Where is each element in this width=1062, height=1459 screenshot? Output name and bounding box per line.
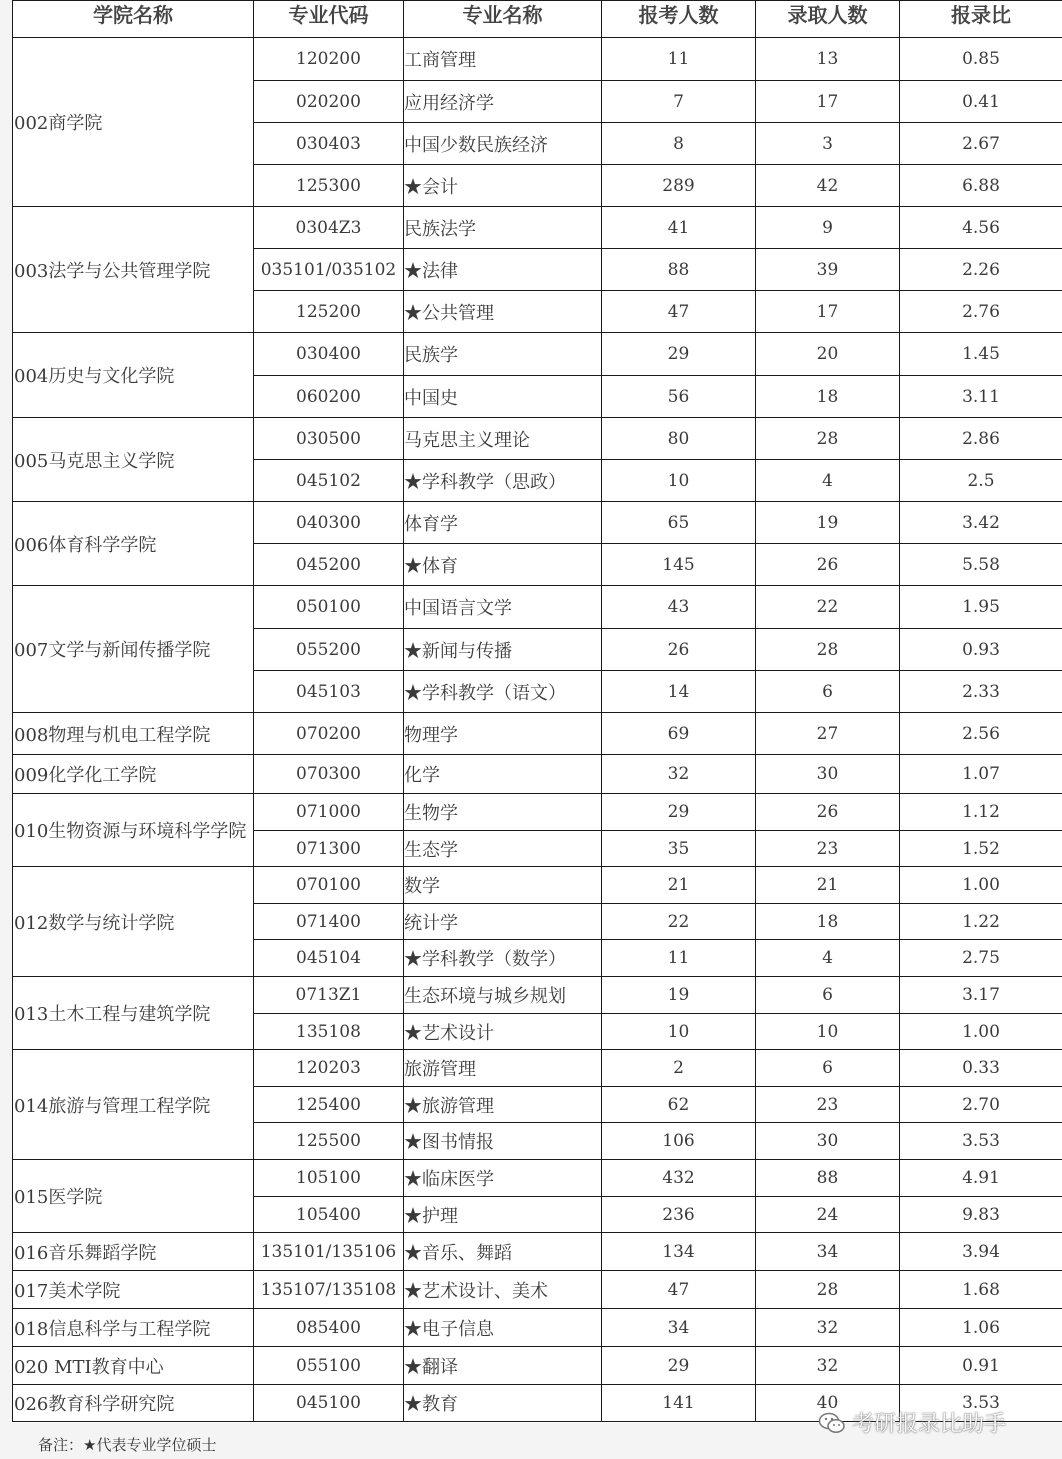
applicants-cell: 21: [602, 867, 756, 904]
major-name-cell: ★翻译: [404, 1347, 602, 1385]
admitted-cell: 18: [756, 376, 900, 418]
applicants-cell: 26: [602, 629, 756, 671]
admitted-cell: 6: [756, 671, 900, 713]
college-cell: 015医学院: [13, 1160, 254, 1233]
applicants-cell: 10: [602, 460, 756, 502]
major-code-cell: 045102: [254, 460, 404, 502]
admitted-cell: 27: [756, 713, 900, 755]
ratio-cell: 2.86: [900, 418, 1062, 460]
admitted-cell: 32: [756, 1309, 900, 1347]
major-name-cell: 民族法学: [404, 207, 602, 249]
table-row: [13, 207, 1062, 249]
admitted-cell: 26: [756, 794, 900, 831]
major-name-cell: 生态环境与城乡规划: [404, 977, 602, 1014]
ratio-cell: 2.67: [900, 123, 1062, 165]
major-code-cell: 045103: [254, 671, 404, 713]
applicants-cell: 432: [602, 1160, 756, 1197]
applicants-cell: 29: [602, 794, 756, 831]
major-name-cell: 旅游管理: [404, 1050, 602, 1087]
applicants-cell: 34: [602, 1309, 756, 1347]
major-code-cell: 030500: [254, 418, 404, 460]
applicants-cell: 32: [602, 755, 756, 794]
major-name-cell: ★学科教学（语文）: [404, 671, 602, 713]
ratio-cell: 2.26: [900, 249, 1062, 291]
admitted-cell: 34: [756, 1233, 900, 1271]
table-row: [13, 1233, 1062, 1271]
major-name-cell: 化学: [404, 755, 602, 794]
ratio-cell: 0.91: [900, 1347, 1062, 1385]
applicants-cell: 43: [602, 586, 756, 629]
ratio-cell: 2.5: [900, 460, 1062, 502]
applicants-cell: 11: [602, 38, 756, 81]
ratio-cell: 5.58: [900, 544, 1062, 586]
major-name-cell: 中国史: [404, 376, 602, 418]
admitted-cell: 28: [756, 629, 900, 671]
college-cell: 017美术学院: [13, 1271, 254, 1309]
table-row: [13, 38, 1062, 81]
applicants-cell: 41: [602, 207, 756, 249]
college-cell: 016音乐舞蹈学院: [13, 1233, 254, 1271]
major-name-cell: 工商管理: [404, 38, 602, 81]
applicants-cell: 106: [602, 1123, 756, 1160]
admitted-cell: 18: [756, 904, 900, 940]
major-code-cell: 125400: [254, 1087, 404, 1123]
major-code-cell: 105100: [254, 1160, 404, 1197]
ratio-cell: 1.06: [900, 1309, 1062, 1347]
admitted-cell: 26: [756, 544, 900, 586]
admitted-cell: 40: [756, 1385, 900, 1422]
major-name-cell: 民族学: [404, 333, 602, 376]
major-code-cell: 040300: [254, 502, 404, 544]
admitted-cell: 9: [756, 207, 900, 249]
major-code-cell: 070300: [254, 755, 404, 794]
admitted-cell: 39: [756, 249, 900, 291]
admitted-cell: 10: [756, 1014, 900, 1050]
admissions-table: [12, 0, 1062, 1422]
applicants-cell: 14: [602, 671, 756, 713]
ratio-cell: 1.52: [900, 831, 1062, 867]
college-cell: 006体育科学学院: [13, 502, 254, 586]
college-cell: 008物理与机电工程学院: [13, 713, 254, 755]
major-name-cell: 应用经济学: [404, 81, 602, 123]
major-name-cell: 生物学: [404, 794, 602, 831]
ratio-cell: 0.33: [900, 1050, 1062, 1087]
header-college: 学院名称: [13, 1, 254, 38]
applicants-cell: 56: [602, 376, 756, 418]
ratio-cell: 3.42: [900, 502, 1062, 544]
major-code-cell: 0304Z3: [254, 207, 404, 249]
ratio-cell: 4.91: [900, 1160, 1062, 1197]
table-row: [13, 1347, 1062, 1385]
admitted-cell: 3: [756, 123, 900, 165]
footnote: 备注：★代表专业学位硕士: [38, 1436, 217, 1454]
applicants-cell: 10: [602, 1014, 756, 1050]
admitted-cell: 24: [756, 1197, 900, 1233]
college-cell: 010生物资源与环境科学学院: [13, 794, 254, 867]
major-name-cell: 生态学: [404, 831, 602, 867]
admitted-cell: 19: [756, 502, 900, 544]
ratio-cell: 2.75: [900, 940, 1062, 977]
major-code-cell: 135101/135106: [254, 1233, 404, 1271]
ratio-cell: 2.33: [900, 671, 1062, 713]
major-name-cell: ★临床医学: [404, 1160, 602, 1197]
major-name-cell: 体育学: [404, 502, 602, 544]
major-name-cell: 中国语言文学: [404, 586, 602, 629]
table-row: [13, 502, 1062, 544]
ratio-cell: 1.00: [900, 1014, 1062, 1050]
major-code-cell: 055200: [254, 629, 404, 671]
applicants-cell: 22: [602, 904, 756, 940]
major-code-cell: 045200: [254, 544, 404, 586]
ratio-cell: 1.12: [900, 794, 1062, 831]
ratio-cell: 2.56: [900, 713, 1062, 755]
table-row: [13, 1309, 1062, 1347]
table-row: [13, 794, 1062, 831]
major-code-cell: 060200: [254, 376, 404, 418]
major-code-cell: 135108: [254, 1014, 404, 1050]
admitted-cell: 6: [756, 1050, 900, 1087]
major-name-cell: ★旅游管理: [404, 1087, 602, 1123]
table-row: [13, 1050, 1062, 1087]
header-ratio: 报录比: [900, 1, 1062, 38]
admitted-cell: 4: [756, 940, 900, 977]
applicants-cell: 7: [602, 81, 756, 123]
admitted-cell: 13: [756, 38, 900, 81]
applicants-cell: 11: [602, 940, 756, 977]
major-code-cell: 125300: [254, 165, 404, 207]
ratio-cell: 1.45: [900, 333, 1062, 376]
applicants-cell: 29: [602, 333, 756, 376]
major-name-cell: ★艺术设计: [404, 1014, 602, 1050]
major-code-cell: 030400: [254, 333, 404, 376]
college-cell: 020 MTI教育中心: [13, 1347, 254, 1385]
table-row: [13, 333, 1062, 376]
header-row: [13, 1, 1062, 38]
applicants-cell: 29: [602, 1347, 756, 1385]
ratio-cell: 0.93: [900, 629, 1062, 671]
applicants-cell: 35: [602, 831, 756, 867]
applicants-cell: 134: [602, 1233, 756, 1271]
college-cell: 013土木工程与建筑学院: [13, 977, 254, 1050]
ratio-cell: 3.11: [900, 376, 1062, 418]
wechat-icon: [818, 1411, 846, 1435]
major-name-cell: ★艺术设计、美术: [404, 1271, 602, 1309]
college-cell: 002商学院: [13, 38, 254, 207]
major-name-cell: 中国少数民族经济: [404, 123, 602, 165]
ratio-cell: 3.17: [900, 977, 1062, 1014]
table-row: [13, 1160, 1062, 1197]
header-applicants: 报考人数: [602, 1, 756, 38]
applicants-cell: 2: [602, 1050, 756, 1087]
header-major-code: 专业代码: [254, 1, 404, 38]
college-cell: 014旅游与管理工程学院: [13, 1050, 254, 1160]
major-code-cell: 030403: [254, 123, 404, 165]
major-name-cell: ★学科教学（数学）: [404, 940, 602, 977]
applicants-cell: 145: [602, 544, 756, 586]
ratio-cell: 6.88: [900, 165, 1062, 207]
admitted-cell: 30: [756, 755, 900, 794]
major-name-cell: 统计学: [404, 904, 602, 940]
ratio-cell: 3.53: [900, 1123, 1062, 1160]
admitted-cell: 32: [756, 1347, 900, 1385]
major-name-cell: ★公共管理: [404, 291, 602, 333]
major-code-cell: 105400: [254, 1197, 404, 1233]
admitted-cell: 23: [756, 1087, 900, 1123]
applicants-cell: 47: [602, 1271, 756, 1309]
college-cell: 004历史与文化学院: [13, 333, 254, 418]
table-row: [13, 713, 1062, 755]
major-name-cell: ★新闻与传播: [404, 629, 602, 671]
ratio-cell: 2.70: [900, 1087, 1062, 1123]
table-row: [13, 755, 1062, 794]
admitted-cell: 21: [756, 867, 900, 904]
ratio-cell: 0.41: [900, 81, 1062, 123]
ratio-cell: 2.76: [900, 291, 1062, 333]
applicants-cell: 65: [602, 502, 756, 544]
admitted-cell: 22: [756, 586, 900, 629]
college-cell: 003法学与公共管理学院: [13, 207, 254, 333]
applicants-cell: 141: [602, 1385, 756, 1422]
major-name-cell: ★护理: [404, 1197, 602, 1233]
major-code-cell: 071300: [254, 831, 404, 867]
major-name-cell: ★会计: [404, 165, 602, 207]
ratio-cell: 0.85: [900, 38, 1062, 81]
admitted-cell: 28: [756, 1271, 900, 1309]
major-code-cell: 055100: [254, 1347, 404, 1385]
applicants-cell: 62: [602, 1087, 756, 1123]
admitted-cell: 20: [756, 333, 900, 376]
applicants-cell: 19: [602, 977, 756, 1014]
admitted-cell: 30: [756, 1123, 900, 1160]
major-name-cell: 物理学: [404, 713, 602, 755]
admitted-cell: 17: [756, 291, 900, 333]
college-cell: 007文学与新闻传播学院: [13, 586, 254, 713]
major-code-cell: 125200: [254, 291, 404, 333]
ratio-cell: 3.94: [900, 1233, 1062, 1271]
major-code-cell: 125500: [254, 1123, 404, 1160]
major-code-cell: 045100: [254, 1385, 404, 1422]
major-name-cell: ★体育: [404, 544, 602, 586]
admitted-cell: 6: [756, 977, 900, 1014]
admitted-cell: 88: [756, 1160, 900, 1197]
ratio-cell: 4.56: [900, 207, 1062, 249]
college-cell: 005马克思主义学院: [13, 418, 254, 502]
admitted-cell: 28: [756, 418, 900, 460]
major-code-cell: 071000: [254, 794, 404, 831]
ratio-cell: 1.22: [900, 904, 1062, 940]
table-row: [13, 867, 1062, 904]
applicants-cell: 47: [602, 291, 756, 333]
admitted-cell: 4: [756, 460, 900, 502]
major-code-cell: 070100: [254, 867, 404, 904]
major-name-cell: 数学: [404, 867, 602, 904]
major-code-cell: 070200: [254, 713, 404, 755]
college-cell: 009化学化工学院: [13, 755, 254, 794]
ratio-cell: 3.53: [900, 1385, 1062, 1422]
major-code-cell: 071400: [254, 904, 404, 940]
ratio-cell: 1.68: [900, 1271, 1062, 1309]
admitted-cell: 42: [756, 165, 900, 207]
major-code-cell: 120200: [254, 38, 404, 81]
ratio-cell: 9.83: [900, 1197, 1062, 1233]
table-row: [13, 586, 1062, 629]
ratio-cell: 1.07: [900, 755, 1062, 794]
watermark-text: 考研报录比助手: [852, 1412, 1007, 1437]
applicants-cell: 69: [602, 713, 756, 755]
header-admitted: 录取人数: [756, 1, 900, 38]
major-name-cell: ★音乐、舞蹈: [404, 1233, 602, 1271]
ratio-cell: 1.00: [900, 867, 1062, 904]
college-cell: 012数学与统计学院: [13, 867, 254, 977]
applicants-cell: 289: [602, 165, 756, 207]
major-code-cell: 085400: [254, 1309, 404, 1347]
major-code-cell: 020200: [254, 81, 404, 123]
major-name-cell: ★法律: [404, 249, 602, 291]
admitted-cell: 17: [756, 81, 900, 123]
major-name-cell: ★图书情报: [404, 1123, 602, 1160]
header-major-name: 专业名称: [404, 1, 602, 38]
table-row: [13, 977, 1062, 1014]
major-code-cell: 0713Z1: [254, 977, 404, 1014]
applicants-cell: 88: [602, 249, 756, 291]
table-row: [13, 1271, 1062, 1309]
applicants-cell: 80: [602, 418, 756, 460]
college-cell: 018信息科学与工程学院: [13, 1309, 254, 1347]
applicants-cell: 8: [602, 123, 756, 165]
college-cell: 026教育科学研究院: [13, 1385, 254, 1422]
major-name-cell: ★学科教学（思政）: [404, 460, 602, 502]
major-name-cell: ★教育: [404, 1385, 602, 1422]
major-code-cell: 120203: [254, 1050, 404, 1087]
major-name-cell: ★电子信息: [404, 1309, 602, 1347]
major-code-cell: 050100: [254, 586, 404, 629]
major-code-cell: 135107/135108: [254, 1271, 404, 1309]
applicants-cell: 236: [602, 1197, 756, 1233]
major-code-cell: 045104: [254, 940, 404, 977]
watermark: [818, 1407, 1006, 1438]
major-name-cell: 马克思主义理论: [404, 418, 602, 460]
table-row: [13, 418, 1062, 460]
major-code-cell: 035101/035102: [254, 249, 404, 291]
admitted-cell: 23: [756, 831, 900, 867]
ratio-cell: 1.95: [900, 586, 1062, 629]
